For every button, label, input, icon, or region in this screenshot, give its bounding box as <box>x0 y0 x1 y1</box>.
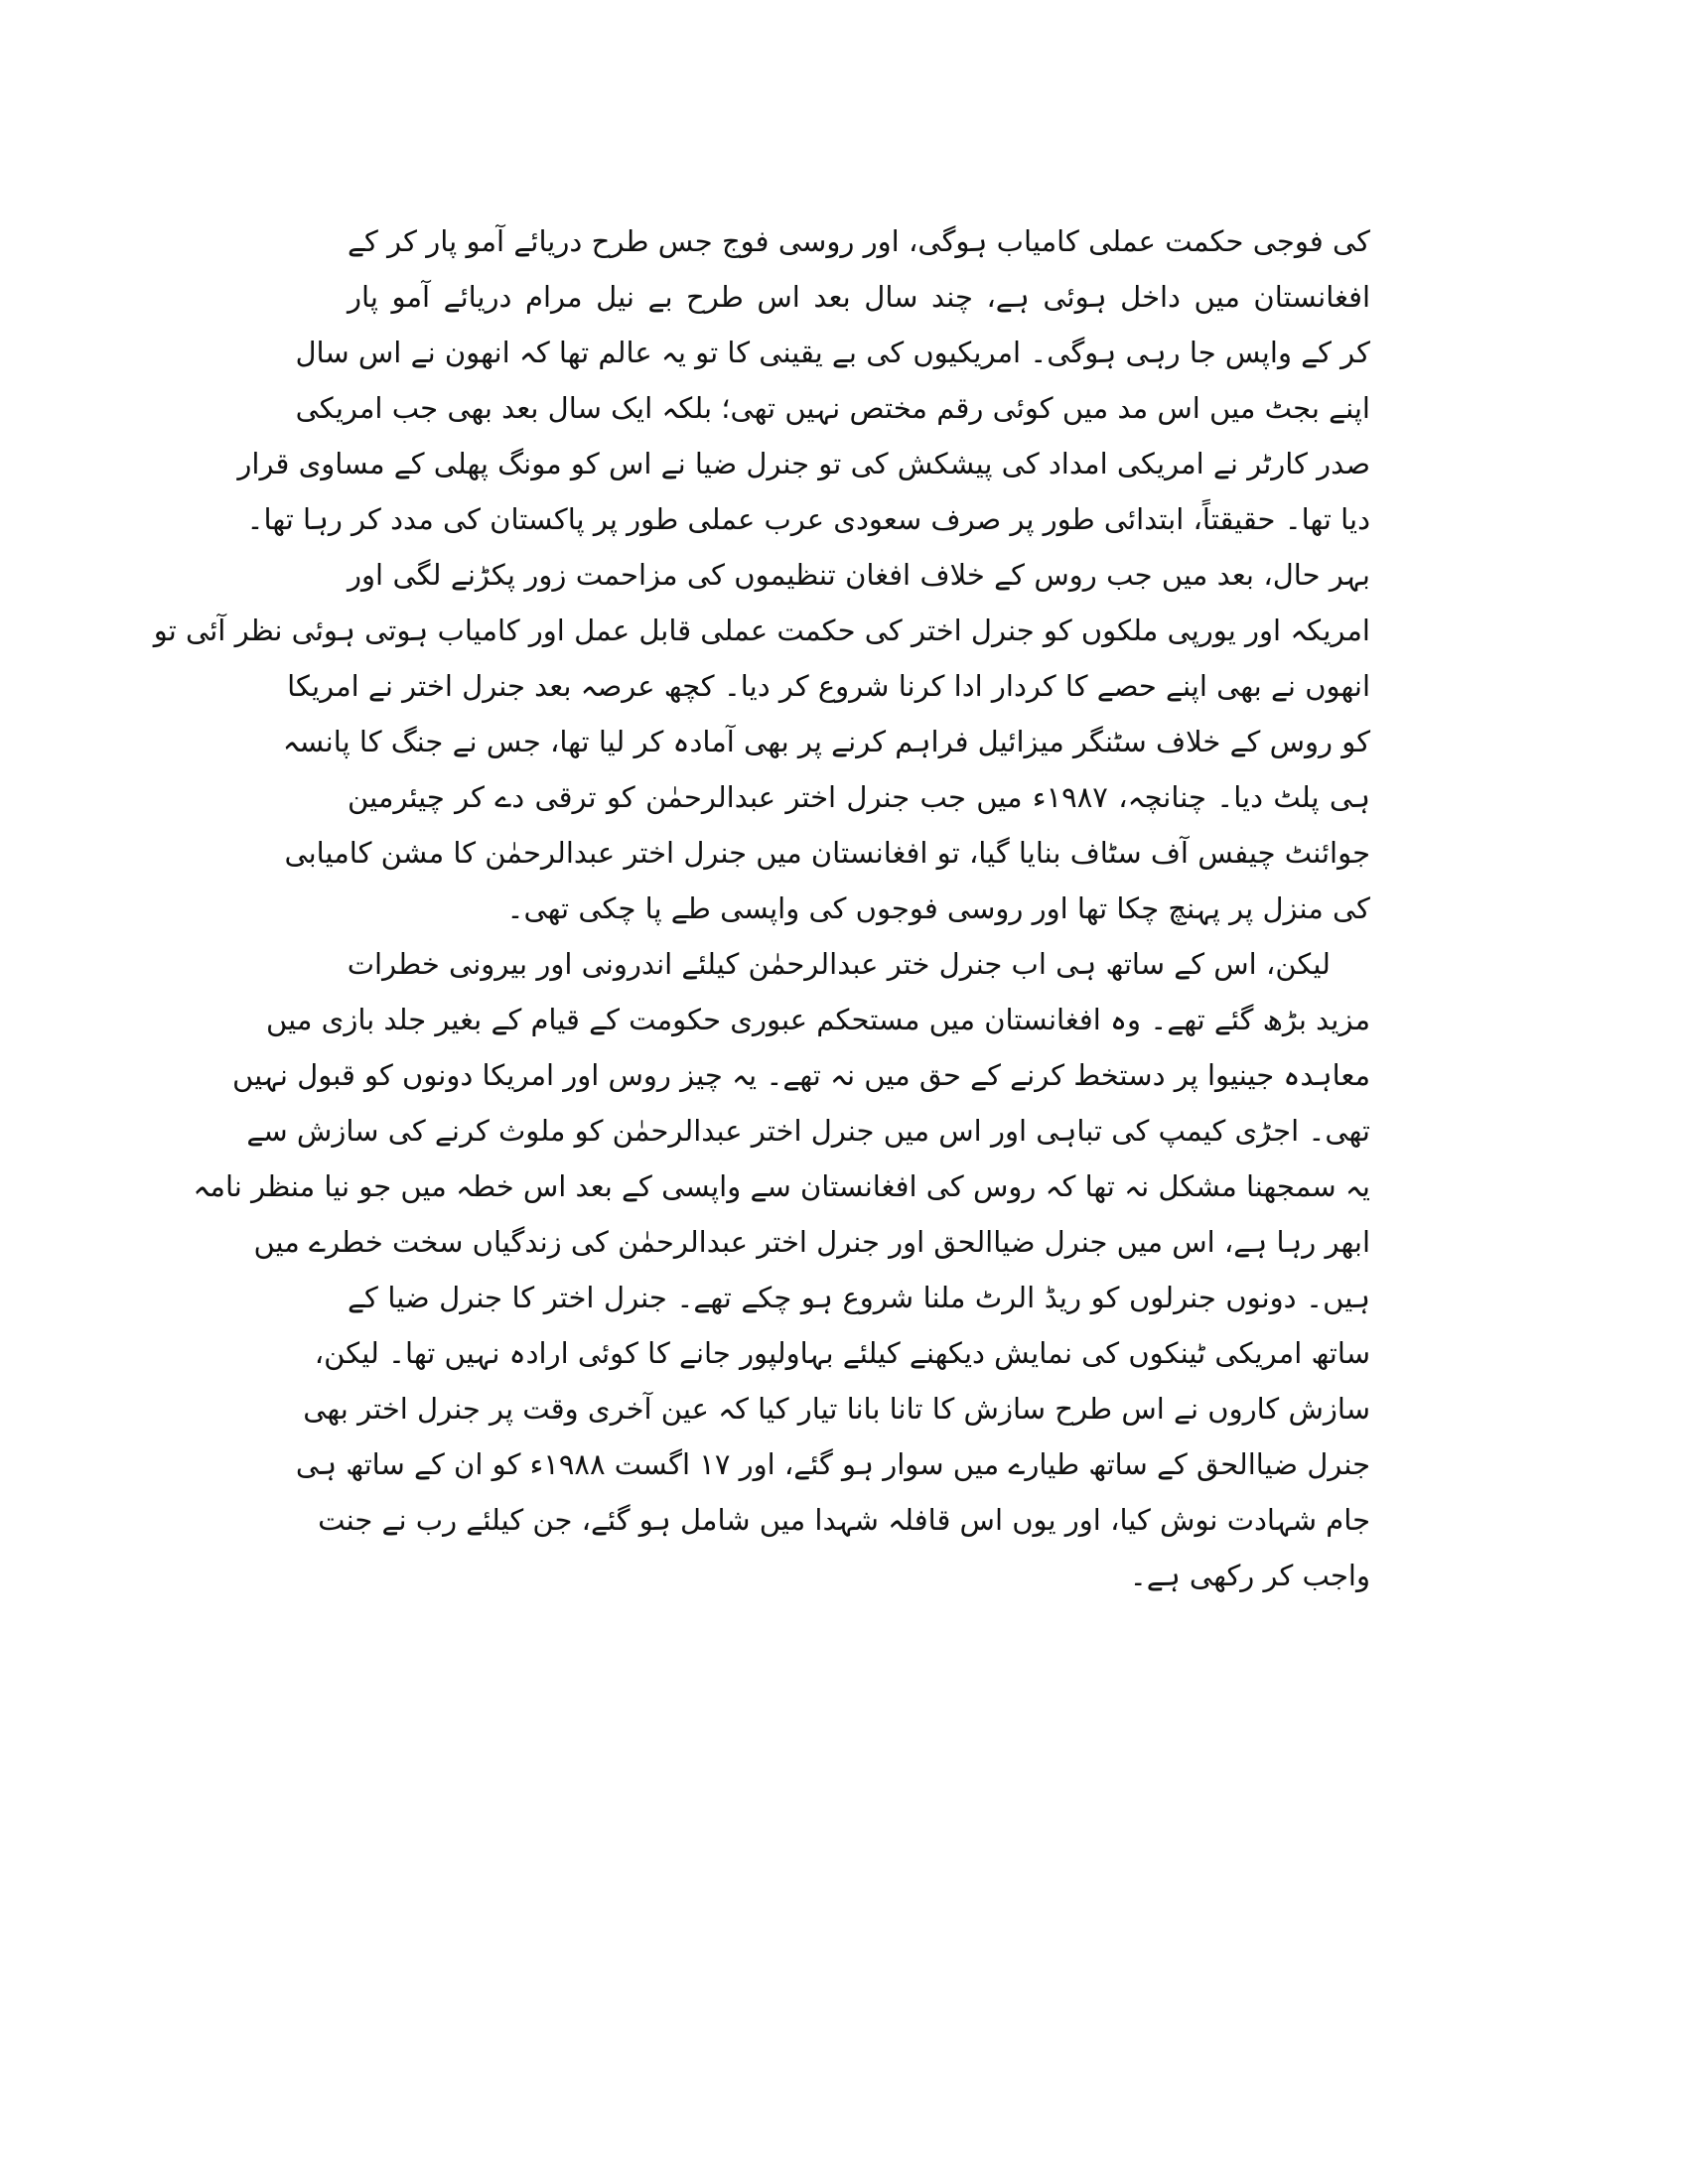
text-line: افغانستان میں داخل ہوئی ہے، چند سال بعد اس طرح بے نیل مرام دریائے آمو پار <box>348 280 1370 314</box>
text-line: واجب کر رکھی ہے۔ <box>1129 1559 1370 1592</box>
text-line: کی منزل پر پہنچ چکا تھا اور روسی فوجوں کی واپسی طے پا چکی تھی۔ <box>506 891 1370 925</box>
text-line: جنرل ضیاالحق کے ساتھ طیارے میں سوار ہو گئے، اور ۱۷ اگست ۱۹۸۸ء کو ان کے ساتھ ہی <box>295 1447 1370 1481</box>
text-line: یہ سمجھنا مشکل نہ تھا کہ روس کی افغانستان سے واپسی کے بعد اس خطہ میں جو نیا منظر نامہ <box>193 1169 1370 1203</box>
text-line: کو روس کے خلاف سٹنگر میزائیل فراہم کرنے پر بھی آمادہ کر لیا تھا، جس نے جنگ کا پانسہ <box>282 725 1370 758</box>
text-line: تھی۔ اجڑی کیمپ کی تباہی اور اس میں جنرل اختر عبدالرحمٰن کو ملوث کرنے کی سازش سے <box>246 1114 1370 1148</box>
text-line: اپنے بجٹ میں اس مد میں کوئی رقم مختص نہیں تھی؛ بلکہ ایک سال بعد بھی جب امریکی <box>295 391 1370 425</box>
paragraph-2 <box>193 936 1370 1603</box>
text-line: امریکہ اور یورپی ملکوں کو جنرل اختر کی حکمت عملی قابل عمل اور کامیاب ہوتی ہوئی نظر آئی تو <box>153 614 1370 647</box>
text-line: جام شہادت نوش کیا، اور یوں اس قافلہ شہدا میں شامل ہو گئے، جن کیلئے رب نے جنت <box>318 1503 1370 1537</box>
document-page <box>153 213 1371 2000</box>
text-line: ہی پلٹ دیا۔ چنانچہ، ۱۹۸۷ء میں جب جنرل اختر عبدالرحمٰن کو ترقی دے کر چیئرمین <box>348 780 1371 814</box>
text-line: کی فوجی حکمت عملی کامیاب ہوگی، اور روسی فوج جس طرح دریائے آمو پار کر کے <box>348 224 1370 258</box>
text-line: لیکن، اس کے ساتھ ہی اب جنرل ختر عبدالرحمٰن کیلئے اندرونی اور بیرونی خطرات <box>347 947 1331 981</box>
text-line: کر کے واپس جا رہی ہوگی۔ امریکیوں کی بے یقینی کا تو یہ عالم تھا کہ انھون نے اس سال <box>295 336 1370 369</box>
text-line: دیا تھا۔ حقیقتاً، ابتدائی طور پر صرف سعودی عرب عملی طور پر پاکستان کی مدد کر رہا تھا۔ <box>246 502 1370 536</box>
text-line: ہیں۔ دونوں جنرلوں کو ریڈ الرٹ ملنا شروع ہو چکے تھے۔ جنرل اختر کا جنرل ضیا کے <box>348 1281 1370 1314</box>
text-line: انھوں نے بھی اپنے حصے کا کردار ادا کرنا شروع کر دیا۔ کچھ عرصہ بعد جنرل اختر نے امریکا <box>287 669 1370 703</box>
text-line: جوائنٹ چیفس آف سٹاف بنایا گیا، تو افغانستان میں جنرل اختر عبدالرحمٰن کا مشن کامیابی <box>284 836 1370 870</box>
text-line: ابھر رہا ہے، اس میں جنرل ضیاالحق اور جنرل اختر عبدالرحمٰن کی زندگیاں سخت خطرے میں <box>253 1225 1370 1259</box>
text-line: ساتھ امریکی ٹینکوں کی نمایش دیکھنے کیلئے بہاولپور جانے کا کوئی ارادہ نہیں تھا۔ لیکن، <box>314 1336 1370 1370</box>
text-line: سازش کاروں نے اس طرح سازش کا تانا بانا تیار کیا کہ عین آخری وقت پر جنرل اختر بھی <box>303 1392 1370 1426</box>
text-line: بہر حال، بعد میں جب روس کے خلاف افغان تنظیموں کی مزاحمت زور پکڑنے لگی اور <box>348 558 1370 592</box>
text-line: صدر کارٹر نے امریکی امداد کی پیشکش کی تو جنرل ضیا نے اس کو مونگ پھلی کے مساوی قرار <box>237 447 1370 480</box>
text-line: معاہدہ جینیوا پر دستخط کرنے کے حق میں نہ تھے۔ یہ چیز روس اور امریکا دونوں کو قبول نہیں <box>232 1058 1370 1092</box>
text-line: مزید بڑھ گئے تھے۔ وہ افغانستان میں مستحکم عبوری حکومت کے قیام کے بغیر جلد بازی میں <box>266 1003 1370 1036</box>
paragraph-1 <box>153 213 1371 936</box>
